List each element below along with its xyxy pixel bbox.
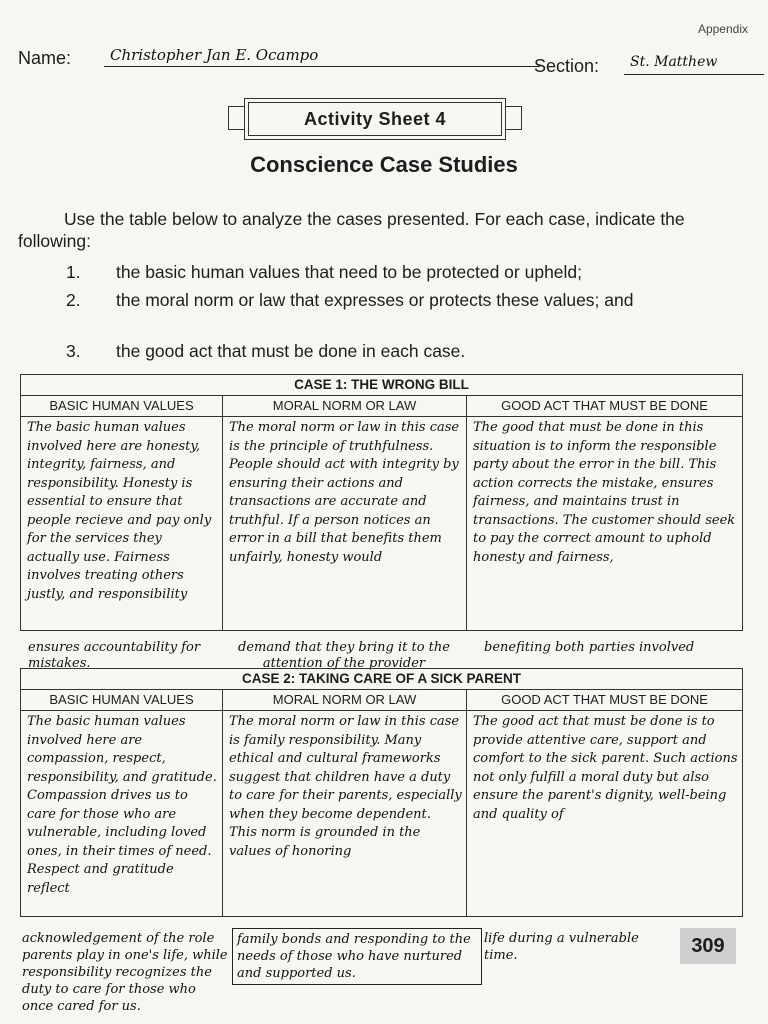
list-item xyxy=(66,341,756,363)
column-header-values: BASIC HUMAN VALUES xyxy=(21,690,223,711)
case-2-title: CASE 2: TAKING CARE OF A SICK PARENT xyxy=(21,669,743,690)
column-header-norm: MORAL NORM OR LAW xyxy=(223,396,467,417)
name-label: Name: xyxy=(18,48,72,68)
case-2-norm: The moral norm or law in this case is family responsibility. Many ethical and cultural frameworks suggest that children have a duty to care for their parents, especially when they become dependent. This norm is grounded in the values of honoring xyxy=(229,714,462,859)
case-2-values: The basic human values involved here are compassion, respect, responsibility, and gratitude. Compassion drives us to care for those who are vulnerable, including loved ones, in their times of need. Respect and gratitude reflect xyxy=(27,714,217,896)
list-item xyxy=(66,290,756,334)
case-2-act: The good act that must be done is to provide attentive care, support and comfort to the sick parent. Such actions not only fulfill a moral duty but also ensure the parent's dignity, well-being and quality of xyxy=(473,714,738,822)
case-2-table xyxy=(20,668,743,917)
list-number: 2. xyxy=(66,290,81,310)
appendix-label: Appendix xyxy=(697,22,748,36)
section-field xyxy=(534,54,718,77)
list-item xyxy=(66,262,756,284)
case-2-norm-continued: family bonds and responding to the needs of those who have nurtured and supported us. xyxy=(232,928,482,985)
list-text: the good act that must be done in each case. xyxy=(116,341,466,361)
page-number: 309 xyxy=(680,928,736,964)
list-text: the basic human values that need to be protected or upheld; xyxy=(116,262,583,282)
section-underline xyxy=(624,74,764,75)
instructions: Use the table below to analyze the cases presented. For each case, indicate the following: xyxy=(18,209,685,251)
column-header-norm: MORAL NORM OR LAW xyxy=(223,690,467,711)
section-value: St. Matthew xyxy=(630,54,718,70)
case-1-title: CASE 1: THE WRONG BILL xyxy=(21,375,743,396)
banner-right-ornament xyxy=(505,106,522,130)
case-1-norm: The moral norm or law in this case is the principle of truthfulness. People should act with integrity by ensuring their actions and transactions are accurate and truthful. If a person notices an error in a bill that benefits them unfairly, honesty would xyxy=(229,420,460,565)
name-value: Christopher Jan E. Ocampo xyxy=(110,46,319,64)
case-2-values-continued: acknowledgement of the role parents play in one's life, while responsibility recognizes the duty to care for those who once cared for us. xyxy=(22,931,228,1014)
case-1-act: The good that must be done in this situation is to inform the responsible party about the error in the bill. This action corrects the mistake, ensures fairness, and maintains trust in transactions. The customer should seek to pay the correct amount to uphold honesty and fairness, xyxy=(473,420,736,565)
name-field xyxy=(18,46,319,69)
column-header-values: BASIC HUMAN VALUES xyxy=(21,396,223,417)
column-header-act: GOOD ACT THAT MUST BE DONE xyxy=(467,396,743,417)
list-text: the moral norm or law that expresses or protects these values; and xyxy=(116,290,634,310)
column-header-act: GOOD ACT THAT MUST BE DONE xyxy=(467,690,743,711)
list-number: 1. xyxy=(66,262,81,282)
case-1-values-continued: ensures accountability for mistakes. xyxy=(28,640,201,671)
case-1-norm-continued: demand that they bring it to the attention of the provider xyxy=(238,640,450,671)
case-1-act-continued: benefiting both parties involved xyxy=(484,640,695,655)
banner-left-ornament xyxy=(228,106,245,130)
list-number: 3. xyxy=(66,341,81,361)
page-title: Conscience Case Studies xyxy=(250,152,518,177)
case-1-table xyxy=(20,374,743,631)
activity-banner xyxy=(230,98,520,142)
section-label: Section: xyxy=(534,56,600,76)
case-2-act-continued: life during a vulnerable time. xyxy=(484,931,639,963)
activity-sheet-title: Activity Sheet 4 xyxy=(244,98,506,140)
name-underline xyxy=(104,66,540,67)
case-1-values: The basic human values involved here are honesty, integrity, fairness, and responsibility. Honesty is essential to ensure that people recieve and pay only for the services they actually use. Fairness involves treating others justly, and responsibility xyxy=(27,420,212,602)
